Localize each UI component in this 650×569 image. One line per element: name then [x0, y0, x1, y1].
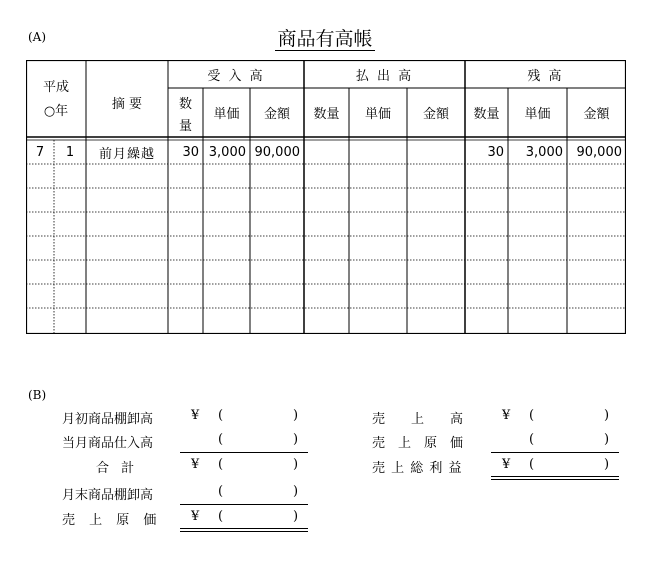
row1-receipts-qty: 30 — [182, 144, 199, 160]
purchases-label: 当月商品仕入高 — [62, 436, 154, 451]
section-a-label: (A) — [28, 30, 47, 44]
sales-label: 売 上 高 — [372, 412, 464, 427]
gross-profit-yen: ¥ — [502, 457, 511, 472]
gross-profit-open-paren: ( — [529, 457, 535, 472]
summary-header: 摘 要 — [111, 96, 143, 112]
gross-profit-double-rule — [491, 476, 619, 480]
balance-amount-header: 金額 — [583, 107, 610, 122]
sales-open-paren: ( — [529, 408, 535, 423]
issues-qty-header: 数量 — [313, 107, 340, 122]
receipts-amount-header: 金額 — [263, 107, 290, 122]
opening-close-paren: ) — [293, 408, 299, 423]
total-close-paren: ) — [293, 457, 299, 472]
subtotal-rule — [180, 452, 308, 453]
receipts-group-header: 受 入 高 — [207, 68, 265, 84]
opening-inventory-label: 月初商品棚卸高 — [62, 412, 154, 427]
gross-profit-close-paren: ) — [604, 457, 610, 472]
sales-close-paren: ) — [604, 408, 610, 423]
cogs-rule — [180, 504, 308, 505]
total-yen: ¥ — [191, 457, 200, 472]
total-open-paren: ( — [218, 457, 224, 472]
cogs-open-paren: ( — [218, 509, 224, 524]
issues-group-header: 払 出 高 — [355, 68, 414, 84]
opening-open-paren: ( — [218, 408, 224, 423]
closing-close-paren: ) — [293, 484, 299, 499]
purchases-close-paren: ) — [293, 432, 299, 447]
era-header: 平成 — [42, 79, 69, 95]
row1-day: 1 — [65, 144, 75, 160]
title-text: 商品有高帳 — [277, 28, 373, 50]
cogs-yen: ¥ — [191, 509, 200, 524]
total-label: 合 計 — [96, 461, 139, 476]
balance-price-header: 単価 — [524, 107, 551, 122]
cogs-label: 売 上 原 価 — [62, 513, 162, 528]
right-cogs-open-paren: ( — [529, 432, 535, 447]
right-cogs-label: 売 上 原 価 — [372, 436, 464, 451]
year-header: ○年 — [43, 103, 69, 119]
closing-open-paren: ( — [218, 484, 224, 499]
inventory-ledger-table — [26, 60, 626, 334]
row1-balance-qty: 30 — [487, 144, 504, 160]
gross-profit-rule — [491, 452, 619, 453]
receipts-qty-header-bottom: 量 — [178, 118, 192, 134]
cogs-double-rule — [180, 528, 308, 532]
balance-qty-header: 数量 — [473, 107, 500, 122]
page-title — [0, 24, 650, 51]
gross-profit-label: 売 上 総 利 益 — [372, 461, 463, 476]
row1-summary: 前月繰越 — [98, 146, 155, 162]
section-b-label: (B) — [28, 388, 47, 402]
opening-yen: ¥ — [191, 408, 200, 423]
row1-receipts-amount: 90,000 — [254, 144, 300, 160]
sales-yen: ¥ — [502, 408, 511, 423]
receipts-qty-header-top: 数 — [178, 96, 192, 112]
purchases-open-paren: ( — [218, 432, 224, 447]
row1-balance-price: 3,000 — [525, 144, 563, 160]
row1-month: 7 — [35, 144, 45, 160]
issues-amount-header: 金額 — [422, 107, 449, 122]
row1-balance-amount: 90,000 — [576, 144, 622, 160]
right-cogs-close-paren: ) — [604, 432, 610, 447]
cogs-close-paren: ) — [293, 509, 299, 524]
row1-receipts-price: 3,000 — [208, 144, 246, 160]
balance-group-header: 残 高 — [527, 68, 564, 84]
closing-inventory-label: 月末商品棚卸高 — [62, 488, 154, 503]
issues-price-header: 単価 — [364, 107, 391, 122]
receipts-price-header: 単価 — [213, 107, 240, 122]
